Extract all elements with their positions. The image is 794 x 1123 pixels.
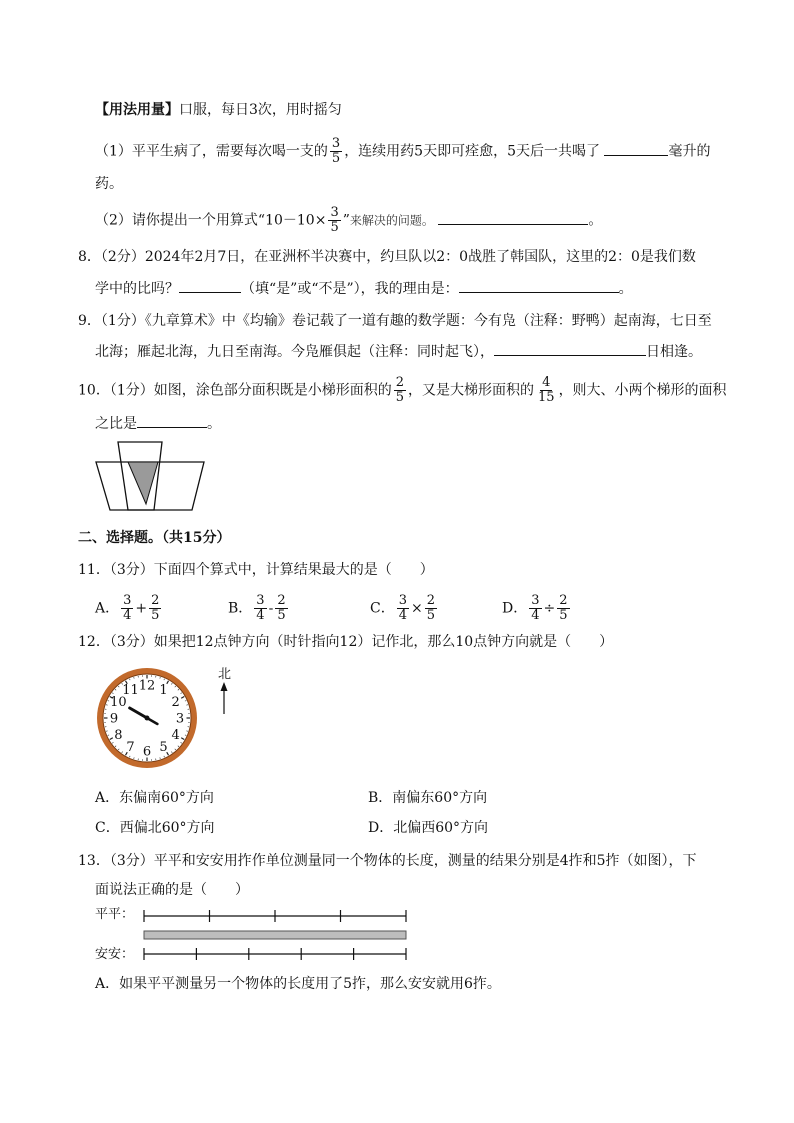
label-pingping: 平平： (95, 907, 135, 922)
q9-answer-blank[interactable] (494, 341, 646, 356)
q10-mid: ，又是大梯形面积的 (408, 382, 535, 399)
q7-p2-hint: 来解决的问题。 (349, 213, 434, 228)
q8-line2-pre: 学中的比吗？ (95, 281, 179, 297)
clock-number: 8 (114, 728, 123, 743)
section-2-title: 二、选择题。（共15分） (78, 530, 231, 546)
q10-line2 (95, 413, 221, 434)
q11-option-a[interactable] (95, 594, 163, 623)
clock-number: 2 (171, 695, 180, 710)
measured-object-bar (144, 931, 406, 939)
q12-option-d[interactable]: D．北偏西60°方向 (368, 820, 489, 836)
north-arrow-head (221, 682, 228, 691)
fraction-b: $\frac{2}{5}$ (426, 593, 436, 623)
option-letter: A． (95, 600, 120, 617)
q7-part1 (95, 137, 710, 166)
fraction-a: $\frac{3}{4}$ (256, 593, 265, 623)
q7-p2-text: （2）请你提出一个用算式“10－10× (95, 212, 327, 229)
q7-p1-cont: 药。 (95, 176, 123, 192)
fraction-b: $\frac{2}{5}$ (151, 593, 160, 623)
clock-figure (94, 665, 200, 771)
q8-answer-blank-2[interactable] (459, 278, 619, 293)
q12-option-a[interactable]: A．东偏南60°方向 (95, 790, 214, 806)
clock-number: 4 (171, 728, 180, 743)
label-anan: 安安： (95, 947, 135, 962)
operator: - (268, 600, 274, 617)
q7-p2-fraction: $\frac{3}{5}$ (330, 205, 339, 235)
q7-p1-fraction: $\frac{3}{5}$ (331, 136, 341, 166)
clock-number: 6 (142, 744, 152, 760)
q11-stem: 11．（3分）下面四个算式中，计算结果最大的是（ ） (78, 562, 434, 578)
q9-line2-end: 日相逢。 (646, 344, 702, 360)
q12-option-b[interactable]: B．南偏东60°方向 (368, 790, 488, 806)
q13-line1: 13．（3分）平平和安安用拃作单位测量同一个物体的长度，测量的结果分别是4拃和5拃（如图），下 (78, 853, 697, 869)
q11-option-d[interactable] (502, 594, 572, 623)
clock-number: 5 (159, 740, 168, 756)
fraction-a: $\frac{3}{4}$ (398, 593, 407, 623)
q13-line2: 面说法正确的是（ ） (95, 882, 249, 898)
q9-line1: 9．（1分）《九章算术》中《均输》卷记载了一道有趣的数学题：今有凫（注释：野鸭）起南海，七日至 (78, 313, 712, 329)
usage-label: 【用法用量】 (95, 102, 179, 118)
clock-number: 9 (109, 711, 119, 727)
clock-number: 1 (159, 682, 168, 698)
shaded-triangle (128, 462, 158, 504)
q7-p1-unit: 毫升的 (668, 143, 711, 160)
q8-line2-end: 。 (618, 281, 633, 297)
q8-answer-blank-1[interactable] (179, 278, 241, 293)
q10-pre: 10．（1分）如图，涂色部分面积既是小梯形面积的 (78, 382, 392, 399)
q12-option-c[interactable]: C．西偏北60°方向 (95, 820, 215, 836)
operator: × (411, 600, 423, 617)
operator: + (135, 600, 148, 617)
q7-part2 (95, 206, 602, 235)
clock-center (145, 716, 150, 721)
q10-answer-blank[interactable] (137, 413, 207, 428)
fraction-b: $\frac{2}{5}$ (277, 593, 286, 623)
q10-line2-end: 。 (207, 416, 221, 432)
usage-line (95, 100, 342, 120)
north-label: 北 (218, 667, 232, 682)
q10-line2-pre: 之比是 (95, 416, 137, 432)
q7-p2-answer-blank[interactable] (438, 210, 588, 225)
option-letter: D． (502, 600, 528, 617)
q10-fraction-2: $\frac{4}{15}$ (538, 375, 555, 405)
anan-ruler (144, 948, 406, 960)
fraction-a: $\frac{3}{4}$ (531, 593, 540, 623)
clock-number: 7 (126, 740, 135, 756)
clock-number: 10 (110, 695, 127, 710)
trapezoid-figure (92, 440, 208, 514)
q7-p2-quote: ” (342, 212, 350, 229)
option-letter: B． (228, 600, 253, 617)
q7-p1-answer-blank[interactable] (604, 141, 668, 156)
q8-line1: 8．（2分）2024年2月7日，在亚洲杯半决赛中，约旦队以2：0战胜了韩国队，这里的2：0是我们数 (78, 249, 696, 265)
q7-p1-text: （1）平平生病了，需要每次喝一支的 (95, 143, 328, 160)
q10-post: ，则大、小两个梯形的面积 (558, 382, 727, 399)
q12-stem: 12．（3分）如果把12点钟方向（时针指向12）记作北，那么10点钟方向就是（ ） (78, 634, 614, 650)
q7-p2-end: 。 (588, 212, 603, 229)
q10-line1 (78, 376, 727, 405)
fraction-b: $\frac{2}{5}$ (559, 593, 568, 623)
north-arrow (212, 664, 236, 716)
q8-line2 (95, 278, 633, 299)
usage-text: 口服，每日3次，用时摇匀 (179, 102, 342, 118)
q11-option-c[interactable] (370, 594, 439, 623)
clock-number: 12 (138, 678, 156, 694)
q7-p1-text-post: ，连续用药5天即可痊愈，5天后一共喝了 (344, 143, 601, 160)
q9-line2 (95, 341, 702, 362)
q8-line2-mid: （填“是”或“不是”），我的理由是： (241, 281, 459, 297)
clock-number: 3 (175, 711, 185, 727)
q11-option-b[interactable] (228, 594, 290, 623)
measurement-figure (140, 906, 412, 964)
pingping-ruler (144, 910, 406, 922)
q10-fraction-1: $\frac{2}{5}$ (395, 375, 405, 405)
q9-line2-pre: 北海；雁起北海，九日至南海。今凫雁俱起（注释：同时起飞）， (95, 344, 494, 360)
option-letter: C． (370, 600, 395, 617)
fraction-a: $\frac{3}{4}$ (123, 593, 132, 623)
clock-number: 11 (122, 682, 139, 698)
q13-option-a[interactable]: A．如果平平测量另一个物体的长度用了5拃，那么安安就用6拃。 (95, 976, 501, 992)
operator: ÷ (543, 600, 556, 617)
